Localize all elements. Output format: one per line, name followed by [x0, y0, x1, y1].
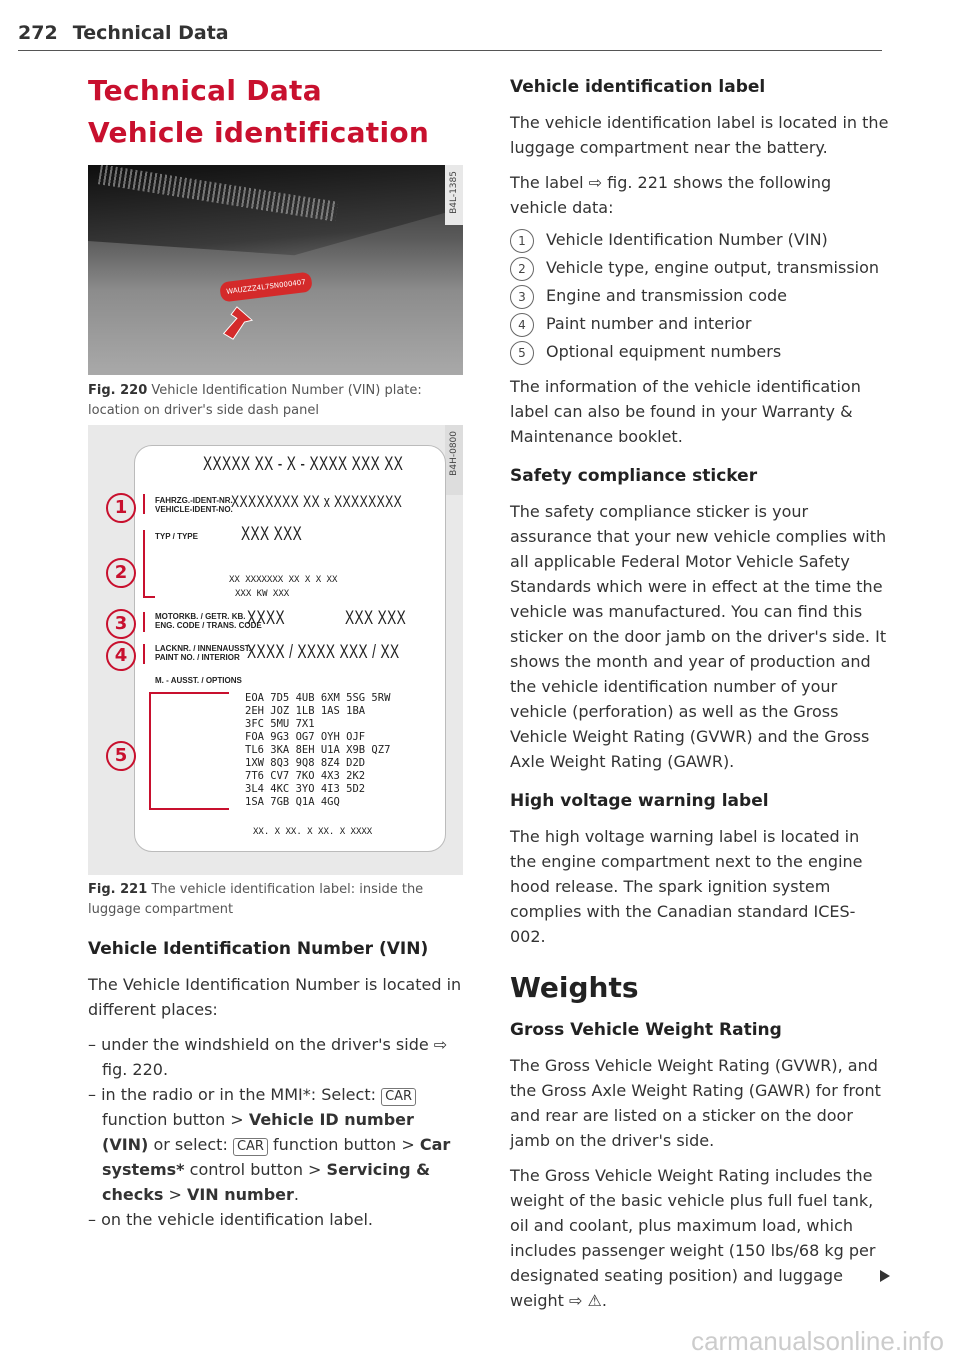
- fig-221-caption-text: The vehicle identification label: inside the luggage compartment: [88, 882, 424, 917]
- running-title: Technical Data: [72, 22, 229, 44]
- label-row-1: XXXXX XX - X - XXXX XXX XX: [203, 454, 404, 475]
- label-row-3-value: XXX XXX: [241, 524, 303, 545]
- car-systems-menu: Car systems*: [102, 1135, 451, 1179]
- marker-bracket-5-top: [149, 692, 229, 694]
- vin-item-2-text: function button >: [273, 1135, 415, 1154]
- vin-intro: The Vehicle Identification Number is located in different places:: [88, 975, 462, 1019]
- marker-3: 3: [106, 609, 136, 639]
- vehicle-id-label-heading: Vehicle identification label: [510, 77, 766, 97]
- list-item: [510, 226, 890, 254]
- marker-bracket-5: [149, 692, 151, 808]
- vin-item-2-text: .: [293, 1185, 300, 1204]
- fig-221-caption: [88, 880, 463, 920]
- number-circle: 4: [510, 313, 534, 337]
- list-item-text: Paint number and interior: [546, 314, 752, 333]
- vin-item-2-text: or select:: [153, 1135, 228, 1154]
- options-line: 3L4 4KC 3YO 4I3 5D2: [245, 783, 366, 795]
- label-row-5-value-b: XXX XXX: [345, 608, 407, 629]
- options-line: 1XW 8Q3 9Q8 8Z4 D2D: [245, 757, 366, 769]
- marker-bracket-1: [143, 494, 145, 514]
- list-item: [510, 282, 890, 310]
- chapter-title: Technical Data: [88, 74, 322, 107]
- marker-2: 2: [106, 558, 136, 588]
- paragraph: The vehicle identification label is located in the luggage compartment near the battery.: [510, 113, 889, 157]
- list-item-text: Vehicle Identification Number (VIN): [546, 230, 828, 249]
- list-item-text: Vehicle type, engine output, transmission: [546, 258, 880, 277]
- vin-plate: WAUZZZ4L7SN000407: [219, 271, 313, 302]
- label-row-7-caption: M. - AUSST. / OPTIONS: [155, 676, 242, 685]
- label-row-3-caption: TYP / TYPE: [155, 532, 198, 541]
- label-row-6-caption-a: LACKNR. / INNENAUSST.: [155, 644, 252, 653]
- marker-bracket-4: [143, 644, 145, 664]
- label-row-5-caption-b: ENG. CODE / TRANS. CODE: [155, 621, 262, 630]
- watermark: carmanualsonline.info: [691, 1326, 944, 1356]
- gvwr-heading: Gross Vehicle Weight Rating: [510, 1020, 782, 1040]
- figure-code: B4H-0800: [449, 431, 459, 476]
- vin-item-2-text: >: [168, 1185, 182, 1204]
- vin-item-2-text: control button >: [189, 1160, 322, 1179]
- options-line: FOA 9G3 OG7 OYH OJF: [245, 731, 366, 743]
- page-number: 272: [18, 22, 58, 44]
- weights-title: Weights: [510, 971, 639, 1004]
- options-line: 2EH JOZ 1LB 1AS 1BA: [245, 705, 366, 717]
- paragraph: The high voltage warning label is located in the engine compartment next to the engine hood release. The spark ignition system complies with the Canadian standard ICES-002.: [510, 827, 863, 946]
- number-circle: 1: [510, 229, 534, 253]
- continue-arrow-icon: [880, 1270, 890, 1282]
- options-line: TL6 3KA 8EH U1A X9B QZ7: [245, 744, 391, 756]
- vin-heading: Vehicle Identification Number (VIN): [88, 939, 429, 959]
- paragraph: The label ⇨ fig. 221 shows the following vehicle data:: [510, 173, 832, 217]
- red-arrow-icon: [216, 305, 254, 343]
- number-circle: 3: [510, 285, 534, 309]
- list-item-text: Optional equipment numbers: [546, 342, 782, 361]
- vin-item-2-start: – in the radio or in the MMI*: Select:: [88, 1085, 376, 1104]
- car-key-label: CAR: [233, 1138, 268, 1156]
- figure-code: B4L-1385: [449, 171, 459, 214]
- label-data-list: [510, 226, 890, 366]
- left-column-headings: [88, 70, 463, 154]
- label-bottom-row: XX. X XX. X XX. X XXXX: [253, 827, 373, 837]
- vin-list-item-3: – on the vehicle identification label.: [88, 1210, 374, 1229]
- marker-bracket-5-bottom: [149, 808, 229, 810]
- vin-list-item-2: [88, 1082, 463, 1207]
- list-item: [510, 338, 890, 366]
- list-item: [510, 310, 890, 338]
- page-header: [18, 22, 882, 51]
- paragraph: The safety compliance sticker is your assurance that your new vehicle complies with all applicable Federal Motor Vehicle Safety Standards which were in effect at the time the vehicle was manufactured. You can find this sticker on the door jamb on the driver's side. It shows the month and year of production and the vehicle identification number of your vehicle (perforation) as well as the Gross Vehicle Weight Rating (GVWR) and the Gross Axle Weight Rating (GAWR).: [510, 502, 887, 771]
- list-item-text: Engine and transmission code: [546, 286, 787, 305]
- label-row-5-caption-a: MOTORKB. / GETR. KB.: [155, 612, 246, 621]
- fig-220-caption: [88, 381, 463, 421]
- marker-bracket-2-end: [143, 596, 155, 598]
- options-line: 7T6 CV7 7KO 4X3 2K2: [245, 770, 366, 782]
- high-voltage-heading: High voltage warning label: [510, 791, 769, 811]
- options-line: 1SA 7GB Q1A 4GQ: [245, 796, 340, 808]
- label-row-2-caption-b: VEHICLE-IDENT-NO.: [155, 505, 233, 514]
- vin-number-menu: VIN number: [186, 1185, 294, 1204]
- right-column: [510, 70, 890, 1313]
- label-row-6-value: XXXX / XXXX XXX / XX: [247, 642, 400, 663]
- marker-5: 5: [106, 741, 136, 771]
- vin-section: [88, 936, 463, 1232]
- label-row-2-caption-a: FAHRZG.-IDENT-NR.: [155, 496, 233, 505]
- marker-bracket-3: [143, 612, 145, 632]
- label-row-2-value: XXXXXXXX XX x XXXXXXXX: [231, 492, 403, 511]
- vin-list-item-1: – under the windshield on the driver's side ⇨ fig. 220.: [88, 1035, 448, 1079]
- vehicle-id-label: [134, 445, 446, 852]
- section-title: Vehicle identification: [88, 116, 430, 149]
- vehicle-id-number-menu: Vehicle ID number (VIN): [102, 1110, 414, 1154]
- list-item: [510, 254, 890, 282]
- safety-compliance-heading: Safety compliance sticker: [510, 466, 758, 486]
- fig-221-caption-label: Fig. 221: [88, 882, 148, 897]
- marker-4: 4: [106, 641, 136, 671]
- paragraph: The information of the vehicle identification label can also be found in your Warranty & Maintenance booklet.: [510, 377, 861, 446]
- fig-220-caption-text: Vehicle Identification Number (VIN) plate: location on driver's side dash panel: [88, 383, 422, 418]
- paragraph: The Gross Vehicle Weight Rating includes the weight of the basic vehicle plus full fuel tank, oil and coolant, plus maximum load, which includes passenger weight (150 lbs/68 kg per designated seating position) and luggage weight ⇨ ⚠.: [510, 1166, 876, 1310]
- marker-bracket-2: [143, 530, 145, 596]
- label-row-6-caption-b: PAINT NO. / INTERIOR: [155, 653, 240, 662]
- paragraph: The Gross Vehicle Weight Rating (GVWR), and the Gross Axle Weight Rating (GAWR) for front and rear are listed on a sticker on the door jamb on the driver's side.: [510, 1056, 881, 1150]
- servicing-checks-menu: Servicing & checks: [102, 1160, 431, 1204]
- fig-220-image: [88, 165, 463, 375]
- car-key-label: CAR: [381, 1088, 416, 1106]
- label-row-4a: XX XXXXXXX XX X X XX: [229, 575, 338, 585]
- options-line: 3FC 5MU 7X1: [245, 718, 315, 730]
- options-line: EOA 7D5 4UB 6XM 5SG 5RW: [245, 692, 391, 704]
- fig-221-image: [88, 425, 463, 875]
- number-circle: 5: [510, 341, 534, 365]
- label-row-5-value-a: XXXX: [247, 608, 285, 629]
- fig-220-caption-label: Fig. 220: [88, 383, 148, 398]
- number-circle: 2: [510, 257, 534, 281]
- vin-item-2-text: function button >: [102, 1110, 244, 1129]
- label-row-4b: XXX KW XXX: [235, 589, 290, 599]
- marker-1: 1: [106, 493, 136, 523]
